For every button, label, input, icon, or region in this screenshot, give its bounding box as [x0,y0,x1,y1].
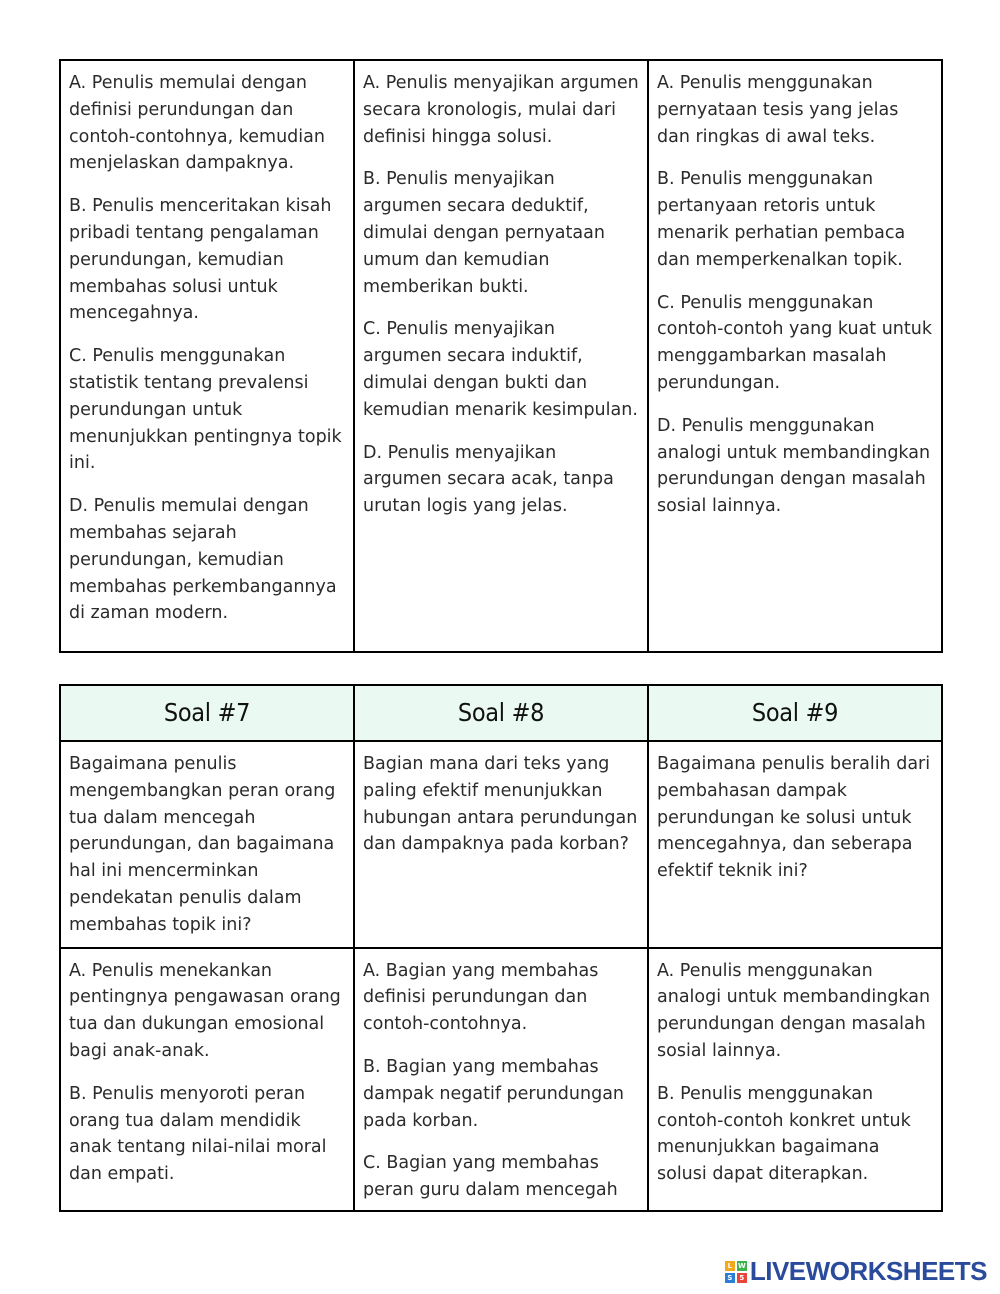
option-b[interactable]: B. Bagian yang membahas dampak negatif perundungan pada korban. [363,1056,625,1131]
options-cell-col2 [354,60,648,652]
question-9: Bagaimana penulis beralih dari pembahasan dampak perundungan ke solusi untuk mencegahnya, dan seberapa efektif teknik ini? [648,741,942,948]
options-cell-soal-8 [354,948,648,1211]
option-b[interactable]: B. Penulis menceritakan kisah pribadi tentang pengalaman perundungan, kemudian membahas solusi untuk mencegahnya. [69,196,332,324]
option-a[interactable]: A. Penulis menggunakan pernyataan tesis yang jelas dan ringkas di awal teks. [657,73,899,147]
option-c[interactable]: C. Penulis menyajikan argumen secara induktif, dimulai dengan bukti dan kemudian menarik kesimpulan. [363,319,638,420]
option-b[interactable]: B. Penulis menggunakan pertanyaan retoris untuk menarik perhatian pembaca dan memperkenalkan topik. [657,169,906,270]
logo-tile: W [737,1261,746,1270]
options-cell-soal-7 [60,948,354,1211]
options-cell-col1 [60,60,354,652]
option-a[interactable]: A. Penulis menekankan pentingnya pengawasan orang tua dan dukungan emosional bagi anak-anak. [69,960,341,1061]
header-soal-8: Soal #8 [354,685,648,741]
option-a[interactable]: A. Penulis memulai dengan definisi perundungan dan contoh-contohnya, kemudian menjelaskan dampaknya. [69,73,325,174]
option-d[interactable]: D. Penulis memulai dengan membahas sejarah perundungan, kemudian membahas perkembangannya di zaman modern. [69,496,337,624]
logo-tile: S [725,1273,735,1283]
logo-tile: L [725,1261,735,1271]
question-8: Bagian mana dari teks yang paling efektif menunjukkan hubungan antara perundungan dan dampaknya pada korban? [354,741,648,948]
option-b[interactable]: B. Penulis menyoroti peran orang tua dalam mendidik anak tentang nilai-nilai moral dan empati. [69,1083,327,1185]
liveworksheets-logo-icon [725,1261,747,1283]
answer-options-table-top [59,59,943,653]
logo-tile: 5 [737,1273,747,1283]
option-c[interactable]: C. Bagian yang membahas peran guru dalam mencegah [363,1153,618,1201]
options-cell-col3 [648,60,942,652]
option-a[interactable]: A. Penulis menyajikan argumen secara kronologis, mulai dari definisi hingga solusi. [363,73,639,147]
header-soal-9: Soal #9 [648,685,942,741]
liveworksheets-brand[interactable] [725,1256,987,1287]
option-d[interactable]: D. Penulis menggunakan analogi untuk membandingkan perundungan dengan masalah sosial lainnya. [657,415,931,517]
option-c[interactable]: C. Penulis menggunakan statistik tentang prevalensi perundungan untuk menunjukkan pentingnya topik ini. [69,346,342,474]
option-b[interactable]: B. Penulis menggunakan contoh-contoh konkret untuk menunjukkan bagaimana solusi dapat diterapkan. [657,1083,911,1185]
options-cell-soal-9 [648,948,942,1211]
brand-text: LIVEWORKSHEETS [749,1256,987,1286]
question-table-bottom [59,684,943,1212]
option-b[interactable]: B. Penulis menyajikan argumen secara deduktif, dimulai dengan pernyataan umum dan kemudian memberikan bukti. [363,169,605,297]
option-d[interactable]: D. Penulis menyajikan argumen secara acak, tanpa urutan logis yang jelas. [363,442,614,517]
option-c[interactable]: C. Penulis menggunakan contoh-contoh yang kuat untuk menggambarkan masalah perundungan. [657,292,932,393]
header-soal-7: Soal #7 [60,685,354,741]
option-a[interactable]: A. Bagian yang membahas definisi perundungan dan contoh-contohnya. [363,960,599,1035]
option-a[interactable]: A. Penulis menggunakan analogi untuk membandingkan perundungan dengan masalah sosial lainnya. [657,960,931,1061]
question-7: Bagaimana penulis mengembangkan peran orang tua dalam mencegah perundungan, dan bagaimana hal ini mencerminkan pendekatan penulis dalam membahas topik ini? [60,741,354,948]
